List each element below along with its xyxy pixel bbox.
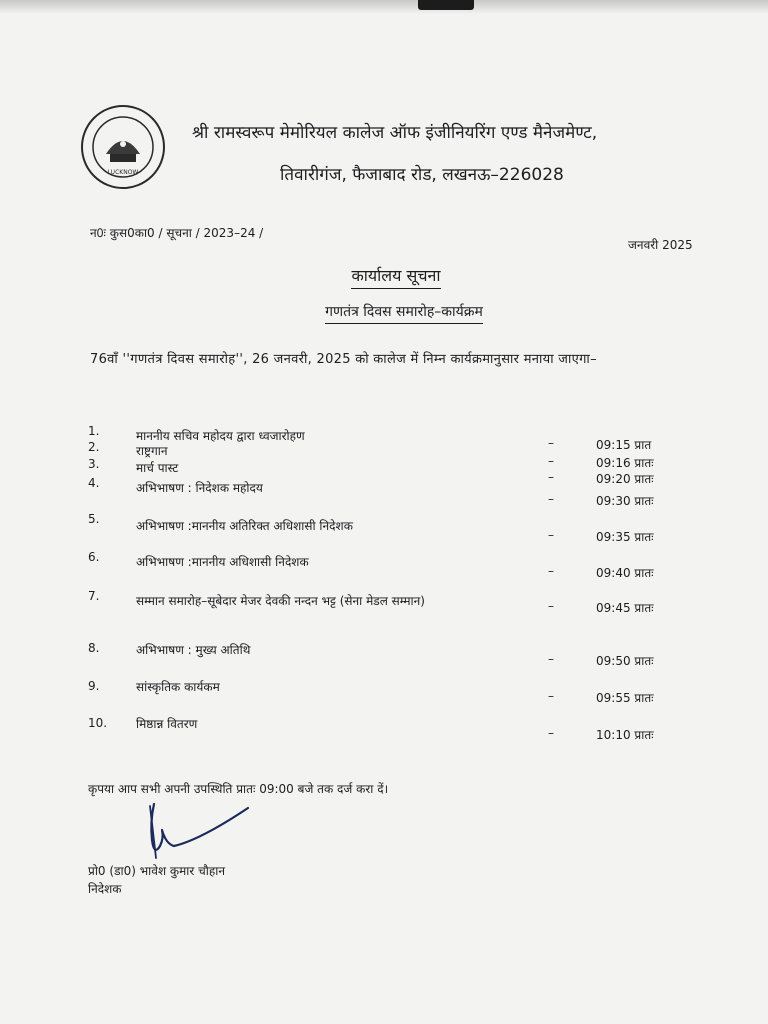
item-dash: – bbox=[548, 492, 554, 506]
item-dash: – bbox=[548, 454, 554, 468]
item-dash: – bbox=[548, 436, 554, 450]
item-time: 09:55 प्रातः bbox=[596, 691, 654, 705]
item-event: मिष्ठान्न वितरण bbox=[136, 717, 198, 731]
reference-number: न0ः कुस0का0 / सूचना / 2023–24 / bbox=[90, 226, 264, 240]
item-event: अभिभाषण :माननीय अधिशासी निदेशक bbox=[136, 555, 309, 569]
notice-title-text: कार्यालय सूचना bbox=[351, 264, 440, 289]
college-name: श्री रामस्वरूप मेमोरियल कालेज ऑफ इंजीनियरिंग एण्ड मैनेजमेण्ट, bbox=[192, 123, 598, 143]
item-event: माननीय सचिव महोदय द्वारा ध्वजारोहण bbox=[136, 429, 305, 443]
item-time: 09:16 प्रातः bbox=[596, 456, 654, 470]
item-time: 09:40 प्रातः bbox=[596, 566, 654, 580]
notice-intro: 76वाँ ''गणतंत्र दिवस समारोह'', 26 जनवरी, 2025 को कालेज में निम्न कार्यक्रमानुसार मनाया जाएगा– bbox=[90, 352, 597, 367]
item-number: 4. bbox=[88, 476, 100, 490]
item-event: अभिभाषण : मुख्य अतिथि bbox=[136, 643, 251, 657]
item-event: सांस्कृतिक कार्यकम bbox=[136, 680, 220, 694]
item-dash: – bbox=[548, 528, 554, 542]
notice-subject-text: गणतंत्र दिवस समारोह–कार्यक्रम bbox=[325, 302, 483, 324]
item-event: अभिभाषण :माननीय अतिरिक्त अधिशासी निदेशक bbox=[136, 519, 353, 533]
item-dash: – bbox=[548, 689, 554, 703]
item-time: 09:35 प्रातः bbox=[596, 530, 654, 544]
item-event: सम्मान समारोह–सूबेदार मेजर देवकी नन्दन भट्ट (सेना मेडल सम्मान) bbox=[136, 594, 425, 608]
item-number: 9. bbox=[88, 679, 100, 693]
item-time: 09:50 प्रातः bbox=[596, 654, 654, 668]
item-number: 2. bbox=[88, 440, 100, 454]
item-dash: – bbox=[548, 726, 554, 740]
item-dash: – bbox=[548, 564, 554, 578]
item-time: 09:45 प्रातः bbox=[596, 601, 654, 615]
item-number: 7. bbox=[88, 589, 100, 603]
item-event: मार्च पास्ट bbox=[136, 461, 179, 475]
item-number: 1. bbox=[88, 424, 100, 438]
signatory-title: निदेशक bbox=[88, 882, 122, 896]
item-number: 8. bbox=[88, 641, 100, 655]
seal-text: LUCKNOW bbox=[107, 169, 139, 176]
attendance-request: कृपया आप सभी अपनी उपस्थिति प्रातः 09:00 बजे तक दर्ज करा दें। bbox=[88, 782, 389, 796]
item-dash: – bbox=[548, 599, 554, 613]
signature-icon bbox=[140, 800, 260, 860]
item-time: 10:10 प्रातः bbox=[596, 728, 654, 742]
item-time: 09:20 प्रातः bbox=[596, 472, 654, 486]
item-number: 6. bbox=[88, 550, 100, 564]
item-event: राष्ट्रगान bbox=[136, 444, 168, 458]
item-number: 10. bbox=[88, 716, 108, 730]
item-dash: – bbox=[548, 652, 554, 666]
notice-date: जनवरी 2025 bbox=[628, 238, 693, 252]
item-event: अभिभाषण : निदेशक महोदय bbox=[136, 481, 263, 495]
item-dash: – bbox=[548, 470, 554, 484]
item-time: 09:30 प्रातः bbox=[596, 494, 654, 508]
signatory-name: प्रो0 (डा0) भावेश कुमार चौहान bbox=[88, 864, 226, 878]
item-number: 3. bbox=[88, 457, 100, 471]
college-address: तिवारीगंज, फैजाबाद रोड, लखनऊ–226028 bbox=[280, 165, 564, 185]
item-time: 09:15 प्रात bbox=[596, 438, 652, 452]
item-number: 5. bbox=[88, 512, 100, 526]
